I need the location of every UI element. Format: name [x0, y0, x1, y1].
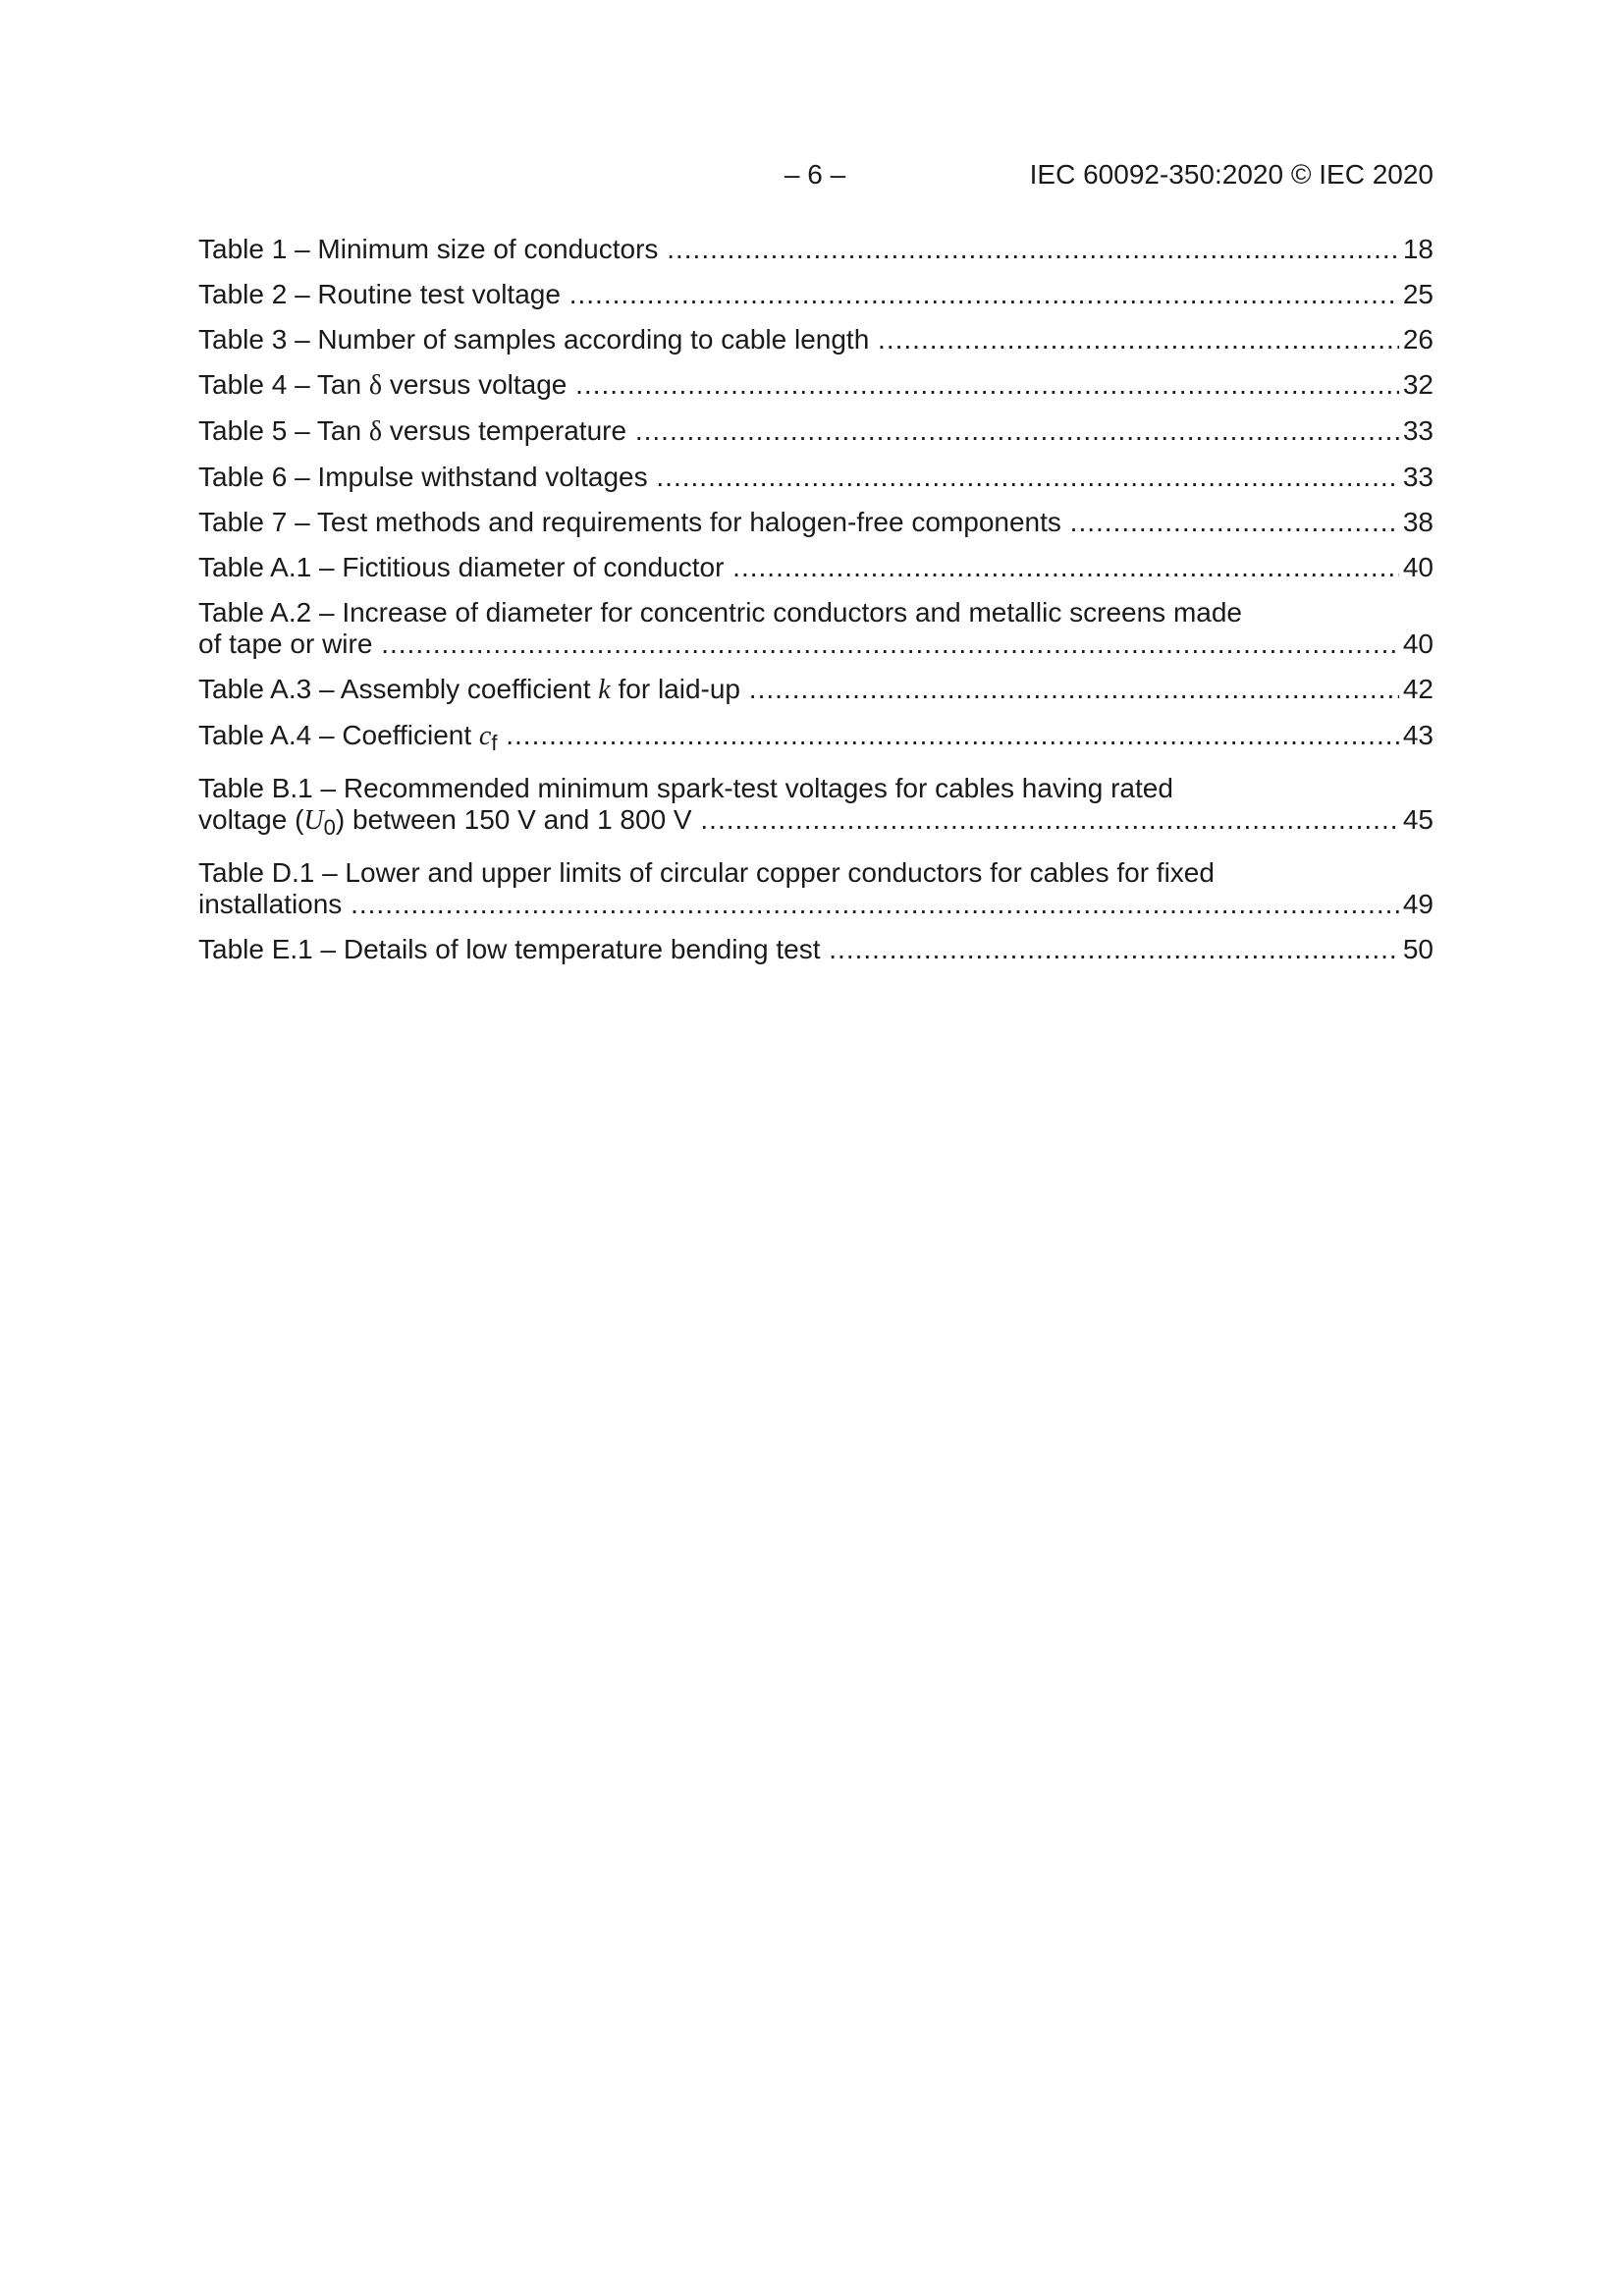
list-of-tables — [198, 234, 1434, 979]
toc-entry-title-line: Table B.1 – Recommended minimum spark-test voltages for cables having rated — [198, 773, 1173, 803]
toc-entry-table-4[interactable] — [198, 369, 1434, 402]
toc-entry-table-d1[interactable] — [198, 857, 1434, 920]
toc-entry-title: Table 1 – Minimum size of conductors ..... — [198, 234, 1399, 265]
subscript: 0 — [323, 815, 336, 840]
toc-entry-page: 40 — [1402, 552, 1434, 582]
toc-entry-page: 40 — [1402, 629, 1434, 659]
toc-entry-table-a3[interactable] — [198, 674, 1434, 706]
toc-entry-page: 18 — [1402, 234, 1434, 264]
toc-entry-table-a4[interactable] — [198, 720, 1434, 759]
document-reference: IEC 60092-350:2020 © IEC 2020 — [1029, 159, 1434, 190]
toc-entry-table-b1[interactable] — [198, 773, 1434, 844]
toc-entry-title: of tape or wire ..... — [198, 629, 1399, 660]
toc-entry-page: 33 — [1402, 462, 1434, 492]
toc-entry-table-7[interactable] — [198, 507, 1434, 538]
toc-entry-table-5[interactable] — [198, 415, 1434, 448]
toc-entry-table-3[interactable] — [198, 324, 1434, 355]
toc-entry-title: Table 2 – Routine test voltage ..... — [198, 279, 1399, 310]
toc-entry-title: Table 5 – Tan δ versus temperature ..... — [198, 415, 1399, 448]
toc-entry-page: 38 — [1402, 507, 1434, 537]
toc-entry-title: Table 3 – Number of samples according to cable length ..... — [198, 324, 1399, 355]
page-number: – 6 – — [784, 159, 846, 190]
toc-entry-title-line: Table A.2 – Increase of diameter for concentric conductors and metallic screens made — [198, 597, 1242, 628]
toc-entry-page: 43 — [1402, 720, 1434, 750]
toc-entry-page: 49 — [1402, 889, 1434, 919]
toc-entry-title: Table A.4 – Coefficient $c_f$ ..... — [198, 720, 1399, 759]
subscript: f — [491, 731, 498, 755]
toc-entry-title: Table 4 – Tan δ versus voltage ..... — [198, 369, 1399, 402]
toc-entry-page: 25 — [1402, 279, 1434, 309]
italic-symbol: c — [478, 721, 492, 751]
toc-entry-table-1[interactable] — [198, 234, 1434, 265]
toc-entry-title: Table A.1 – Fictitious diameter of conductor ..... — [198, 552, 1399, 583]
toc-entry-table-e1[interactable] — [198, 934, 1434, 965]
toc-entry-title: Table E.1 – Details of low temperature bending test ..... — [198, 934, 1399, 965]
toc-entry-page: 50 — [1402, 934, 1434, 964]
delta-symbol: δ — [368, 370, 383, 401]
toc-entry-table-6[interactable] — [198, 462, 1434, 493]
italic-symbol: U — [303, 805, 324, 836]
delta-symbol: δ — [368, 416, 383, 447]
toc-entry-title: installations ..... — [198, 889, 1399, 920]
toc-entry-title: Table 6 – Impulse withstand voltages ..... — [198, 462, 1399, 493]
toc-entry-title: voltage $(U_0)$ between 150 V and 1 800 V ..... — [198, 804, 1399, 844]
toc-entry-title: Table A.3 – Assembly coefficient k for laid-up ..... — [198, 674, 1399, 706]
toc-entry-title: Table 7 – Test methods and requirements for halogen-free components ..... — [198, 507, 1399, 538]
toc-entry-title-line: Table D.1 – Lower and upper limits of circular copper conductors for cables for fixed — [198, 857, 1215, 888]
toc-entry-page: 33 — [1402, 415, 1434, 446]
toc-entry-table-a2[interactable] — [198, 597, 1434, 660]
page-header — [198, 155, 1434, 194]
toc-entry-page: 42 — [1402, 674, 1434, 704]
toc-entry-table-a1[interactable] — [198, 552, 1434, 583]
toc-entry-page: 45 — [1402, 804, 1434, 835]
toc-entry-page: 32 — [1402, 369, 1434, 400]
toc-entry-page: 26 — [1402, 324, 1434, 355]
toc-entry-table-2[interactable] — [198, 279, 1434, 310]
italic-symbol: k — [598, 675, 611, 705]
